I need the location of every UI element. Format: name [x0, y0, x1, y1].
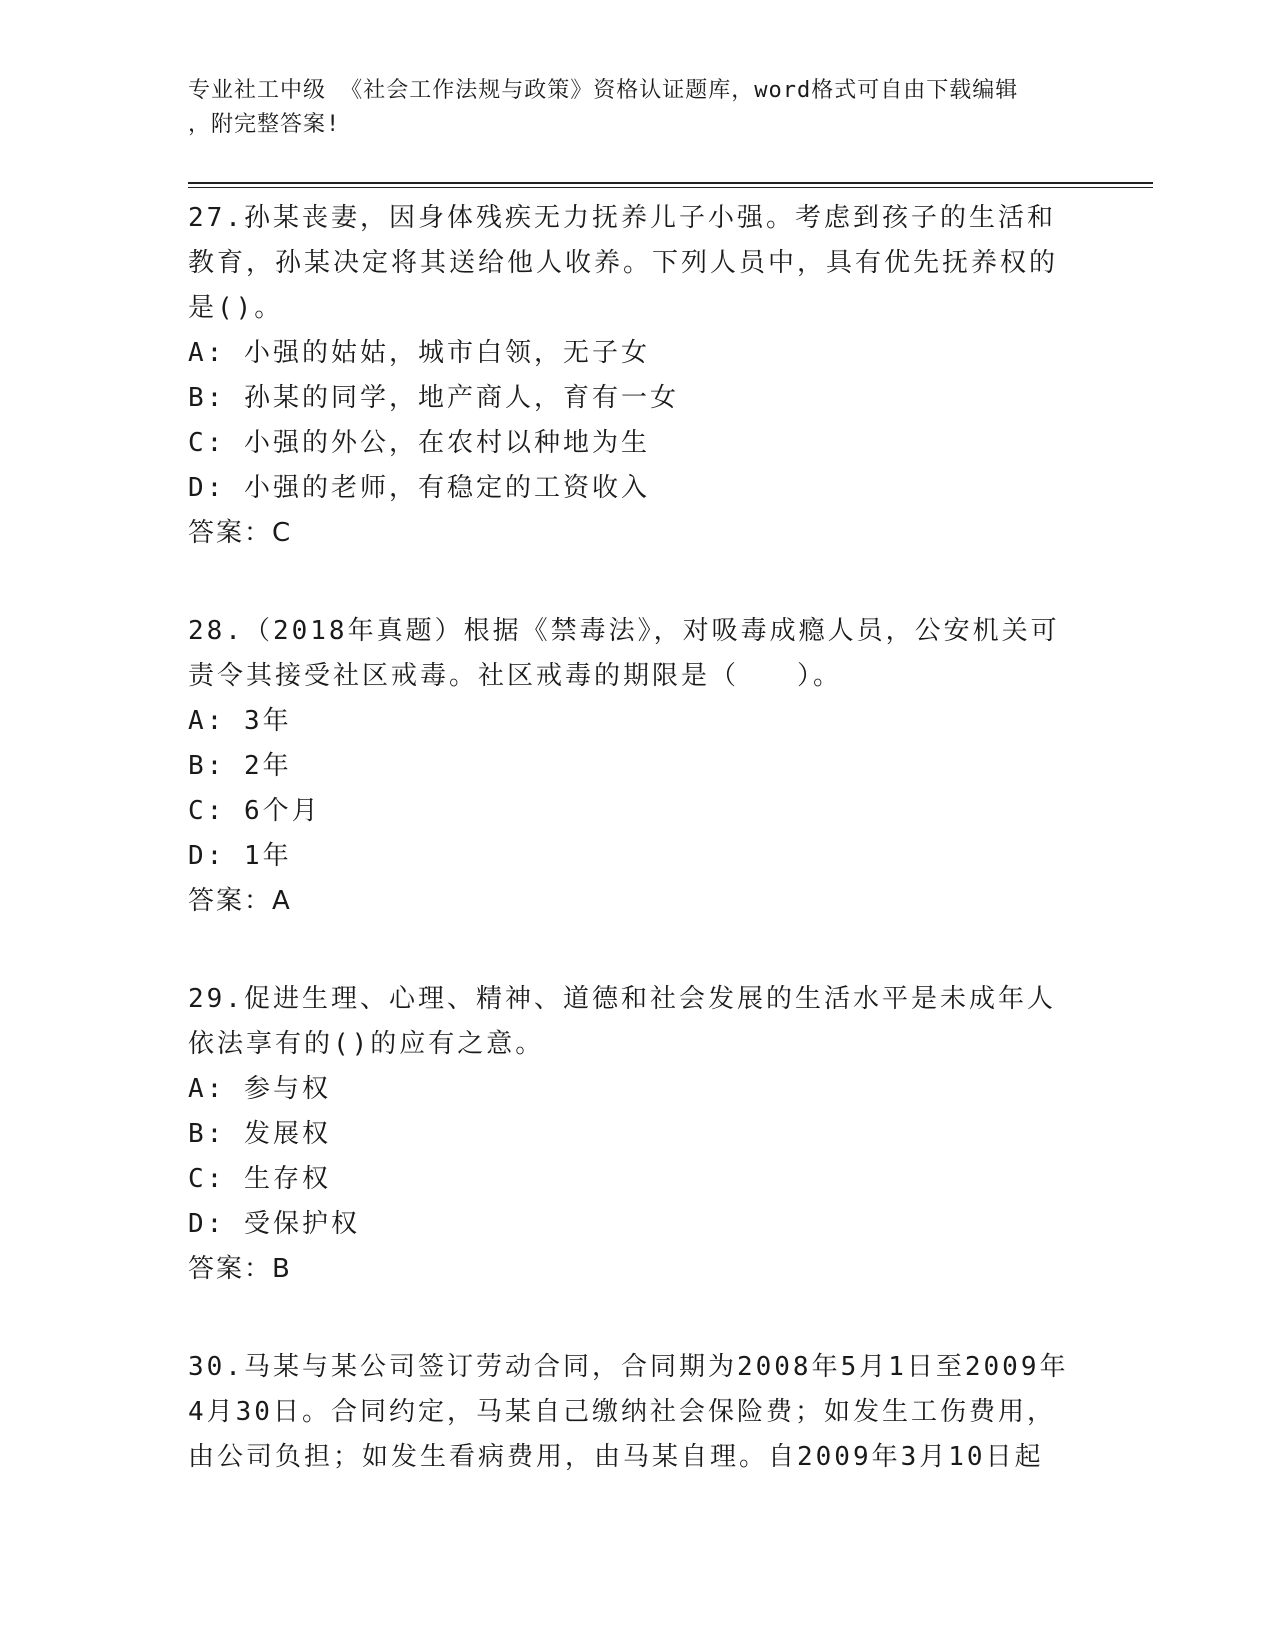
spacer: [188, 1292, 1153, 1337]
spacer: [188, 924, 1153, 969]
question-stem: 29.促进生理、心理、精神、道德和社会发展的生活水平是未成年人依法享有的()的应有之意。: [188, 984, 1056, 1059]
header-line-1: 专业社工中级 《社会工作法规与政策》资格认证题库，word格式可自由下载编辑: [188, 78, 1019, 103]
header-divider: [188, 182, 1153, 188]
document-page: [188, 74, 1153, 1480]
option-b: B: 2年: [188, 751, 292, 781]
option-c: C: 6个月: [188, 796, 321, 826]
question-27: [188, 196, 1153, 556]
question-29: [188, 977, 1153, 1292]
option-c: C: 生存权: [188, 1164, 331, 1194]
answer-line: 答案：B: [188, 1254, 292, 1284]
option-b: B: 孙某的同学，地产商人，育有一女: [188, 383, 679, 413]
question-28: [188, 609, 1153, 924]
document-header: [188, 74, 1078, 142]
option-d: D: 受保护权: [188, 1209, 360, 1239]
question-stem: 30.马某与某公司签订劳动合同，合同期为2008年5月1日至2009年4月30日。合同约定，马某自己缴纳社会保险费；如发生工伤费用，由公司负担；如发生看病费用，由马某自理。自2009年3月10日起: [188, 1352, 1069, 1472]
option-d: D: 1年: [188, 841, 292, 871]
option-d: D: 小强的老师，有稳定的工资收入: [188, 473, 650, 503]
answer-line: 答案：C: [188, 518, 293, 548]
option-a: A: 参与权: [188, 1074, 331, 1104]
answer-line: 答案：A: [188, 886, 292, 916]
option-c: C: 小强的外公，在农村以种地为生: [188, 428, 650, 458]
question-stem: 27.孙某丧妻，因身体残疾无力抚养儿子小强。考虑到孩子的生活和教育，孙某决定将其送给他人收养。下列人员中，具有优先抚养权的是()。: [188, 203, 1059, 323]
option-a: A: 小强的姑姑，城市白领，无子女: [188, 338, 650, 368]
question-30: [188, 1345, 1153, 1480]
header-line-2: ，附完整答案!: [188, 112, 341, 137]
question-stem: 28.（2018年真题）根据《禁毒法》，对吸毒成瘾人员，公安机关可责令其接受社区戒毒。社区戒毒的期限是（ ）。: [188, 616, 1060, 691]
option-a: A: 3年: [188, 706, 292, 736]
option-b: B: 发展权: [188, 1119, 331, 1149]
spacer: [188, 556, 1153, 601]
